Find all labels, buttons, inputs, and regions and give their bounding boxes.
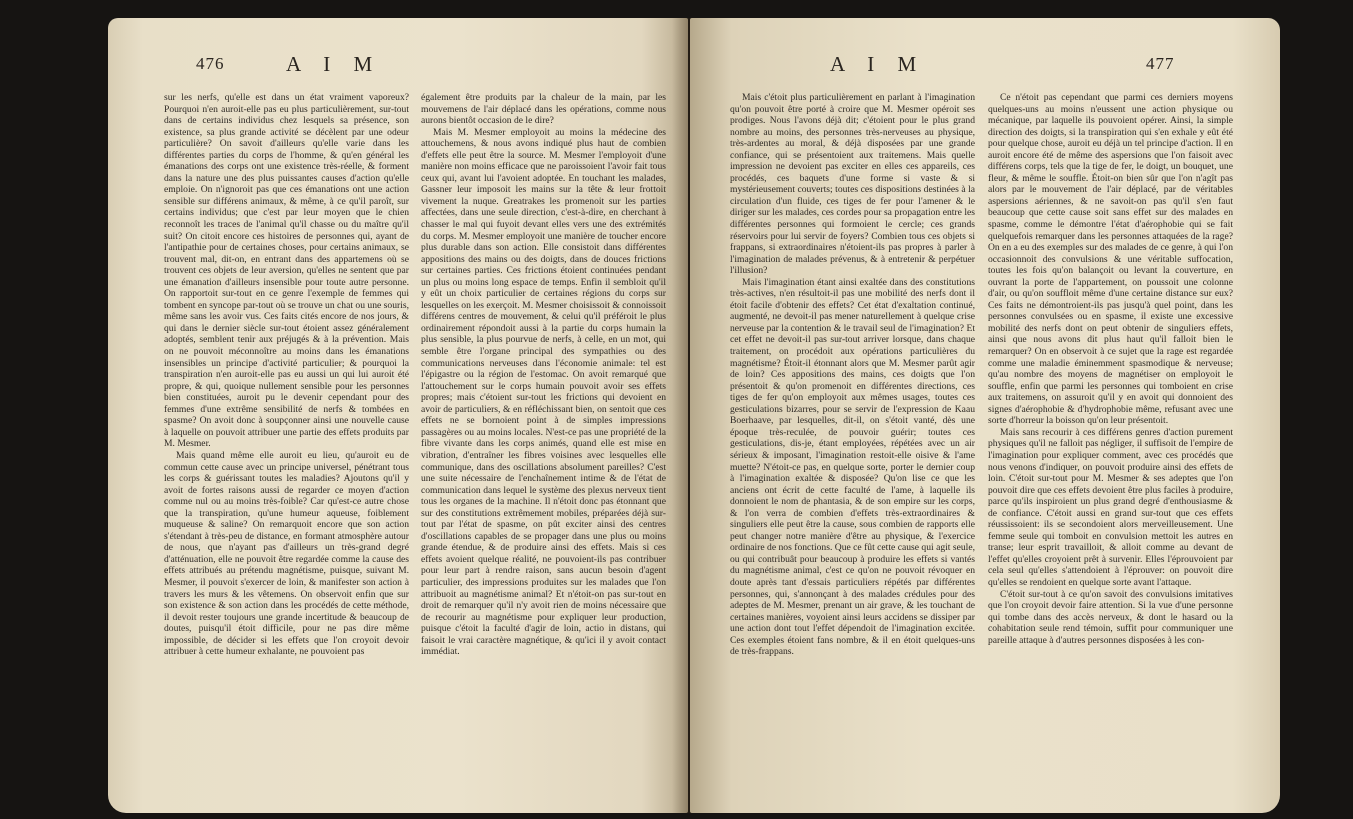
paragraph: Mais M. Mesmer employoit au moins la médecine des attouchemens, & nous avons indiqué plus haut de combien d'effets elle peut être la source. M. Mesmer l'employoit d'une manière non moins efficace que ne paroissoient l'avoir fait tous ceux qui, avant lui l'avoient adoptée. En touchant les malades, Gassner leur imposoit les mains sur la tête & leur frottoit vivement la nuque. Greatrakes les promenoit sur les parties affectées, dans une seule direction, c'est-à-dire, en cherchant à chasser le mal qui fuyoit devant elles vers une des extrémités du corps. M. Mesmer employoit une manière de toucher encore plus durable dans son action. Elle consistoit dans différentes appositions des mains ou des doigts, dans de douces frictions sur certaines parties. Ces frictions étoient continuées pendant un plus ou moins long espace de temps. Enfin il sembloit qu'il y eût un choix particulier de certaines régions du corps sur lesquelles on les exerçoit. M. Mesmer choisissoit & connoissoit différens centres de mouvement, & celui qu'il préféroit le plus ordinairement répondoit aussi à la partie du corps humain la plus sensible, la plus pourvue de nerfs, à celle, en un mot, qui semble être l'organe principal des sympathies ou des communications nerveuses dans l'économie animale: tel est l'épigastre ou la région de l'estomac. On avoit remarqué que l'attouchement sur le corps humain pouvoit avoir ses effets propres; mais c'étoient sur-tout les frictions qui devoient en avoir de particuliers, & en réfléchissant bien, on sentoit que ces effets ne se bornoient point à de simples impressions passagères ou au moins locales. N'est-ce pas une propriété de la fibre vivante dans les corps animés, quand elle est mise en vibration, d'entraîner les fibres voisines avec lesquelles elle communique, dans des oscillations absolument pareilles? C'est une suite nécessaire de l'enchaînement intime & de l'état de communication dans lequel le système des plexus nerveux tient tous les organes de la machine. Il n'étoit donc pas étonnant que sur des constitutions extrêmement mobiles, préparées déjà sur-tout par l'état de spasme, on pût exciter ainsi des centres d'oscillations capables de se propager dans une plus ou moins grande étendue, & de produire ainsi des effets. Mais si ces effets avoient quelque réalité, ne pouvoient-ils pas contribuer pour leur part à rendre raison, sans aucun besoin d'agent particulier, des impressions produites sur les malades que l'on attribuoit au magnétisme animal? Et n'étoit-on pas sur-tout en droit de remarquer qu'il n'y avoit rien de moins nécessaire que de recourir au magnétisme pour expliquer leur production, puisque c'étoit la faculté d'agir de loin, actio in distans, qui faisoit le vrai caractère magnétique, & qu'ici il y avoit contact immédiat. [421,126,666,658]
left-header [108,54,688,78]
right-page [690,18,1280,813]
right-column-1 [730,92,975,658]
paragraph: Mais c'étoit plus particulièrement en parlant à l'imagination qu'on pouvoit être porté à croire que M. Mesmer opéroit ses prodiges. Nous l'avons déjà dit; c'étoient pour le plus grand nombre au moins, des personnes très-nerveuses au physique, très-ardentes au moral, & déjà disposées par une grande confiance, qui se présentoient aux traitemens. Mais quelle impression ne devoient pas exciter en elles ces appareils, ces procédés, ces baquets d'une forme si vaste & si mystérieusement couverts; toutes ces dispositions destinées à la circulation d'un fluide, ces tiges de fer pour l'amener & le diriger sur les malades, ces cordes pour sa propagation entre les différentes personnes qui formoient le cercle; ces grands réservoirs pour lui servir de foyers? Combien tous ces objets si frappans, si extraordinaires n'étoient-ils pas propres à parler à l'imagination de malades prévenus, & à entretenir & perpétuer l'illusion? [730,92,975,277]
right-column-2 [988,92,1233,646]
paragraph: Mais sans recourir à ces différens genres d'action purement physiques qu'il ne falloit pas négliger, il suffisoit de l'empire de l'imagination pour expliquer comment, avec ces procédés que nous venons d'indiquer, on pouvoit produire ainsi des effets de loin. C'étoit sur-tout pour M. Mesmer & ses adeptes que l'on pouvoit dire que ces effets devoient être plus faciles à produire, parce qu'ils inspiroient un plus grand degré d'enthousiasme & de confiance. C'étoit aussi en grand sur-tout que ces effets réussissoient: ils se secondoient alors merveilleusement. Une femme seule qui tomboit en convulsion mettoit les autres en transe; leur esprit travailloit, & alloit comme au devant de l'effet qu'elles croyoient prêt à survenir. Elles l'éprouvoient par cela seul qu'elles s'attendoient à l'éprouver: on pouvoit dire qu'elles se rendoient en quelque sorte avant l'attaque. [988,426,1233,588]
right-header [690,54,1280,78]
paragraph: Ce n'étoit pas cependant que parmi ces derniers moyens quelques-uns au moins n'eussent une action physique ou mécanique, par laquelle ils pouvoient opérer. Ainsi, la simple direction des doigts, si la transpiration qui s'en exhale y eût été pour quelque chose, auroit eu déjà un tel principe d'action. Il en auroit encore été de même des aspersions que l'on faisoit avec différens corps, tels que la tige de fer, le doigt, un bouquet, une fleur, & même le souffle. Étoit-on bien sûr que l'on n'agît pas alors par le mouvement de l'air déplacé, par de véritables aspersions aériennes, & ne savoit-on pas qu'il s'en faut beaucoup que cette cause soit sans effet sur des malades en spasme, comme le démontre l'état d'aérophobie qui se fait quelquefois remarquer dans les personnes attaquées de la rage? On en a eu des exemples sur des malades de ce genre, à qui l'on occasionnoit des convulsions & une véritable suffocation, toutes les fois qu'on balançoit ou levant la couverture, en ouvrant la porte de l'appartement, on poussoit une colonne d'air, ou qu'on souffloit même d'une certaine distance sur eux? Ces faits ne démontroient-ils pas jusqu'à quel point, dans les personnes convulsées ou en spasme, il existe une excessive mobilité des nerfs dont on peut obtenir de singuliers effets, ainsi que nous avons dit plus haut qu'il falloit bien le remarquer? On en observoit à ce sujet que la rage est regardée comme une maladie éminemment spasmodique & nerveuse; qu'au nombre des moyens de magnétiser on employoit le souffle, enfin que parmi les personnes qui tomboient en crise aux traitemens, on assuroit qu'il y en avoit qui donnoient des signes d'aérophobie & d'hydrophobie même, refusant avec une sorte d'horreur la boisson qu'on leur présentoit. [988,92,1233,427]
paragraph: sur les nerfs, qu'elle est dans un état vraiment vaporeux? Pourquoi n'en auroit-elle pas eu plus particulièrement, sur-tout dans de certains individus chez lesquels sa présence, son existence, sa plus grande activité se décèlent par une odeur particulière? On savoit d'ailleurs qu'elle varie dans les différentes parties du corps de l'homme, & qu'en général les émanations des corps ont une existence très-réelle, & forment dans la nature une des plus puissantes causes d'action qu'elle emploie. On n'ignoroit pas que ces émanations ont une action sensible sur différens animaux, & même, à ce qu'il paroît, sur certains individus; que c'est par leur moyen que le chien reconnoît les traces de l'animal qu'il chasse ou du maître qu'il suit? On citoit encore ces histoires de personnes qui, ayant de l'antipathie pour de certaines choses, pour certains animaux, se trouvent mal, dit-on, en entrant dans des appartemens où se trouvent ces objets de leur aversion, qu'elles ne sentent que par une émanation d'ailleurs insensible pour toute autre personne. On rapportoit sur-tout en ce genre l'exemple de femmes qui tombent en syncope par-tout où se trouve un chat ou une souris, même sans les avoir vus. Ces faits cités encore de nos jours, & qui dans le dernier siècle sur-tout étoient assez généralement adoptés, semblent tenir aux préjugés & à la prévention. Mais on ne pouvoit méconnoître au moins dans les émanations insensibles un principe d'activité particulier; & pourquoi la transpiration n'en auroit-elle pas eu aussi un qui lui auroit été propre, & qui, quoique nullement sensible pour les personnes bien constituées, auroit pu le devenir cependant pour des femmes d'une extrême sensibilité de nerfs & tombées en spasme? On avoit donc à soupçonner ainsi une nouvelle cause à laquelle on pouvoit attribuer une partie des effets produits par M. Mesmer. [164,92,409,450]
left-column-2 [421,92,666,658]
left-page [108,18,688,813]
right-page-number: 477 [1146,54,1175,73]
paragraph: également être produits par la chaleur de la main, par les mouvemens de l'air déplacé dans les opérations, comme nous aurons bientôt occasion de le dire? [421,92,666,127]
paragraph: Mais quand même elle auroit eu lieu, qu'auroit eu de commun cette cause avec un principe universel, pénétrant tous les corps & guérissant toutes les maladies? Ajoutons qu'il y avoit de fortes raisons aussi de regarder ce moyen d'action comme nul ou au moins très-foible? Car qu'est-ce autre chose que la transpiration, qu'une humeur aqueuse, foiblement muqueuse & saline? On remarquoit encore que son action s'étendant à très-peu de distance, en formant atmosphère autour de nous, que n'ayant pas d'ailleurs un très-grand degré d'atténuation, elle ne pouvoit être regardée comme la cause des effets attribués au prétendu magnétisme, puisque, suivant M. Mesmer, il pouvoit s'exercer de loin, & manifester son action à travers les murs & les vêtemens. On observoit enfin que sur son existence & son action dans les procédés de cette méthode, il devoit rester toujours une grande incertitude & beaucoup de doutes, puisqu'il étoit difficile, pour ne pas dire même impossible, de décider si les effets que l'on croyoit devoir attribuer à cette humeur exhalante, ne pouvoient pas [164,449,409,658]
right-running-head: A I M [830,52,926,76]
left-page-number: 476 [196,54,225,73]
paragraph: Mais l'imagination étant ainsi exaltée dans des constitutions très-actives, n'en résultoit-il pas une mobilité des nerfs dont il étoit facile d'obtenir des effets? Cet état d'exaltation continué, augmenté, ne devoit-il pas mener naturellement à quelque crise nerveuse par la contention & le travail seul de l'imagination? Et cet effet ne devoit-il pas sur-tout arriver lorsque, dans chaque traitement, on procédoit aux opérations particulières du magnétisme? Étoit-il étonnant alors que M. Mesmer parût agir de loin? Ces appositions des mains, ces doigts que l'on présentoit & qu'on promenoit en différentes directions, ces tiges de fer qu'on employoit aux mêmes usages, toutes ces gesticulations bizarres, pour se servir de l'expression de Kaau Boerhaave, par lesquelles, dit-il, on s'étoit vanté, dès une époque très-reculée, de pouvoir guérir; toutes ces gesticulations, dis-je, étant employées, répétées avec un air sérieux & imposant, l'imagination restoit-elle oisive & l'ame muette? N'étoit-ce pas, en quelque sorte, porter le dernier coup à l'imagination exaltée & disposée? Qu'on lise ce que les anciens ont écrit de cette faculté de l'ame, à laquelle ils donnoient le nom de phantasia, & de son empire sur les corps, & l'on verra de combien d'effets très-extraordinaires & singuliers elle peut être la cause, sous combien de rapports elle peut changer notre manière d'être au physique, & l'exercice ordinaire de nos fonctions. Que ce fût cette cause qui agit seule, ou qui contribuât pour beaucoup à produire les effets si vantés du magnétisme animal, c'est ce qu'on ne pouvoit révoquer en doute après tant d'essais particuliers répétés par différentes personnes, qui, s'annonçant à des malades crédules pour des adeptes de M. Mesmer, prenant un air grave, & les touchant de certaines manières, voyoient ainsi leurs accidens se dissiper par une action dont tout l'effet dépendoit de l'imagination excitée. Ces exemples étoient fans nombre, & il en étoit quelques-uns de très-frappans. [730,276,975,658]
left-column-1 [164,92,409,658]
paragraph: C'étoit sur-tout à ce qu'on savoit des convulsions imitatives que l'on croyoit devoir faire attention. Si la vue d'une personne qui tombe dans des accès nerveux, & dont le hasard ou la cohabitation seule rend témoin, suffit pour communiquer une pareille attaque à d'autres personnes disposées à les con- [988,588,1233,646]
left-running-head: A I M [286,52,382,76]
